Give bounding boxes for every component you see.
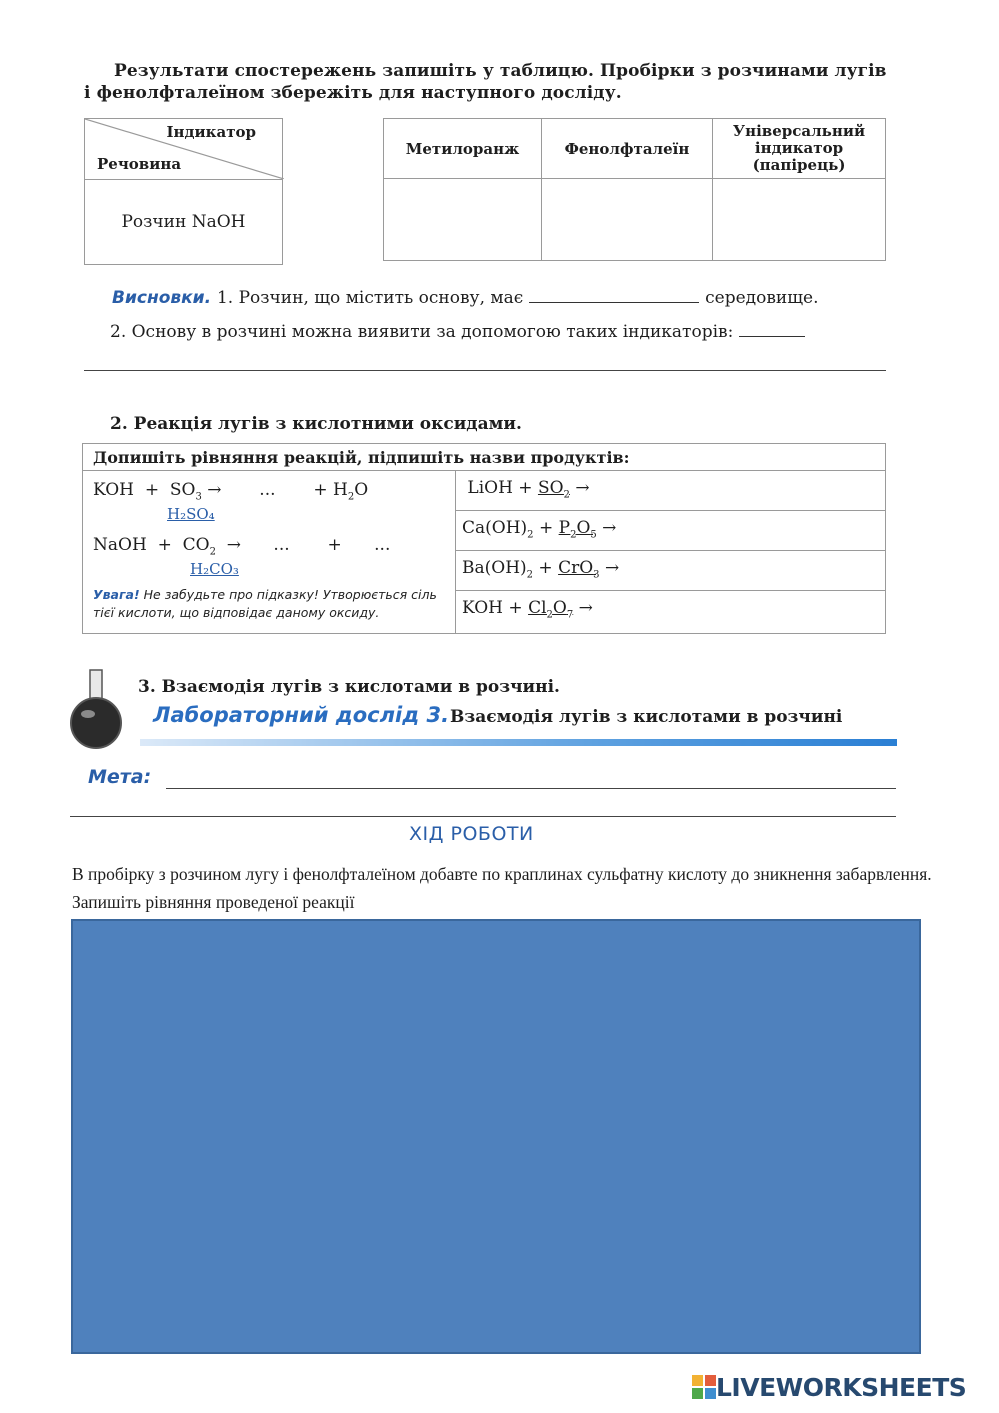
goal-answer-line-2[interactable] [70,816,896,817]
header-phenolphthalein: Фенолфталеїн [542,119,713,179]
conclusion-1 [112,288,819,308]
intro-text [84,60,894,104]
indicators-table [383,118,886,261]
lab-experiment-title: Взаємодія лугів з кислотами в розчині [450,707,843,727]
conclusion-1-text: 1. Розчин, що містить основу, має [216,288,524,308]
table-corner-cell [85,119,283,180]
substance-table [84,118,283,265]
note-text: Не забудьте про підказку! Утворюється сіль тієї кислоти, що відповідає даному оксиду. [93,587,437,620]
equation-koh-cl2o7: KOH + $Cl_2O_7$ → [462,598,593,621]
instruction-text: В пробірку з розчином лугу і фенолфталеїном добавте по краплинах сульфатну кислоту до зникнення забарвлення. Запишіть рівняння проведеної реакції [72,864,932,912]
liveworksheets-logo-icon [692,1375,716,1399]
substance-label: Речовина [97,155,182,173]
conclusion-2-text: 2. Основу в розчині можна виявити за допомогою таких індикаторів: [110,322,734,342]
blue-divider-bar [140,739,897,746]
header-universal-indicator [713,119,886,179]
header-universal-line-2: індикатор [754,139,844,157]
conclusion-2 [110,322,805,342]
intro-line-2: і фенолфталеїном збережіть для наступного досліду. [84,83,622,103]
methyl-orange-answer-cell[interactable] [384,179,542,261]
equation-baoh2-cro3: $Ba(OH)_2 + CrO_3$ → [456,551,885,591]
phenolphthalein-answer-cell[interactable] [542,179,713,261]
indicator-label: Індикатор [166,123,256,141]
procedure-title: ХІД РОБОТИ [409,823,534,845]
goal-label: Мета: [88,766,152,788]
conclusion-1-blank[interactable] [529,302,699,303]
conclusion-1-end: середовище. [705,288,819,308]
equation-naoh-co2: NaOH + $CO_2$ → ... + ... [93,535,391,558]
hint-note [93,586,453,622]
equation-koh-so3: KOH + $SO_3$ → ... + $H_2O$ [93,480,369,503]
liveworksheets-logo[interactable] [692,1372,966,1402]
hint-h2co3: H₂CO₃ [190,560,239,578]
header-universal-line-3: (папірець) [752,156,846,174]
conclusion-2-answer-line[interactable] [84,370,886,371]
header-universal-line-1: Універсальний [732,122,866,140]
intro-line-1: Результати спостережень запишіть у таблицю. Пробірки з розчинами лугів [114,61,887,81]
hint-h2so4: H₂SO₄ [167,505,215,523]
reactions-table [82,443,886,634]
universal-answer-cell[interactable] [713,179,886,261]
goal-answer-line[interactable] [166,788,896,789]
equation-caoh2-p2o5: $Ca(OH)_2 + P_2O_5$ → [456,511,885,551]
reactions-header: Допишіть рівняння реакцій, підпишіть назви продуктів: [83,444,885,471]
header-methyl-orange: Метилоранж [384,119,542,179]
lab-experiment-label: Лабораторний дослід 3. [153,703,450,727]
section-2-title: 2. Реакція лугів з кислотними оксидами. [110,414,522,434]
conclusion-2-blank[interactable] [739,336,805,337]
flask-icon [68,668,124,752]
note-label: Увага! [93,587,140,602]
naoh-solution-cell: Розчин NaOH [85,180,283,265]
conclusions-label: Висновки. [112,288,212,308]
section-3-title: 3. Взаємодія лугів з кислотами в розчині. [138,677,560,697]
equation-lioh-so2: LiOH + $SO_2$ → [456,471,885,511]
answer-input-box[interactable] [71,919,921,1354]
liveworksheets-logo-text: LIVEWORKSHEETS [716,1372,967,1402]
